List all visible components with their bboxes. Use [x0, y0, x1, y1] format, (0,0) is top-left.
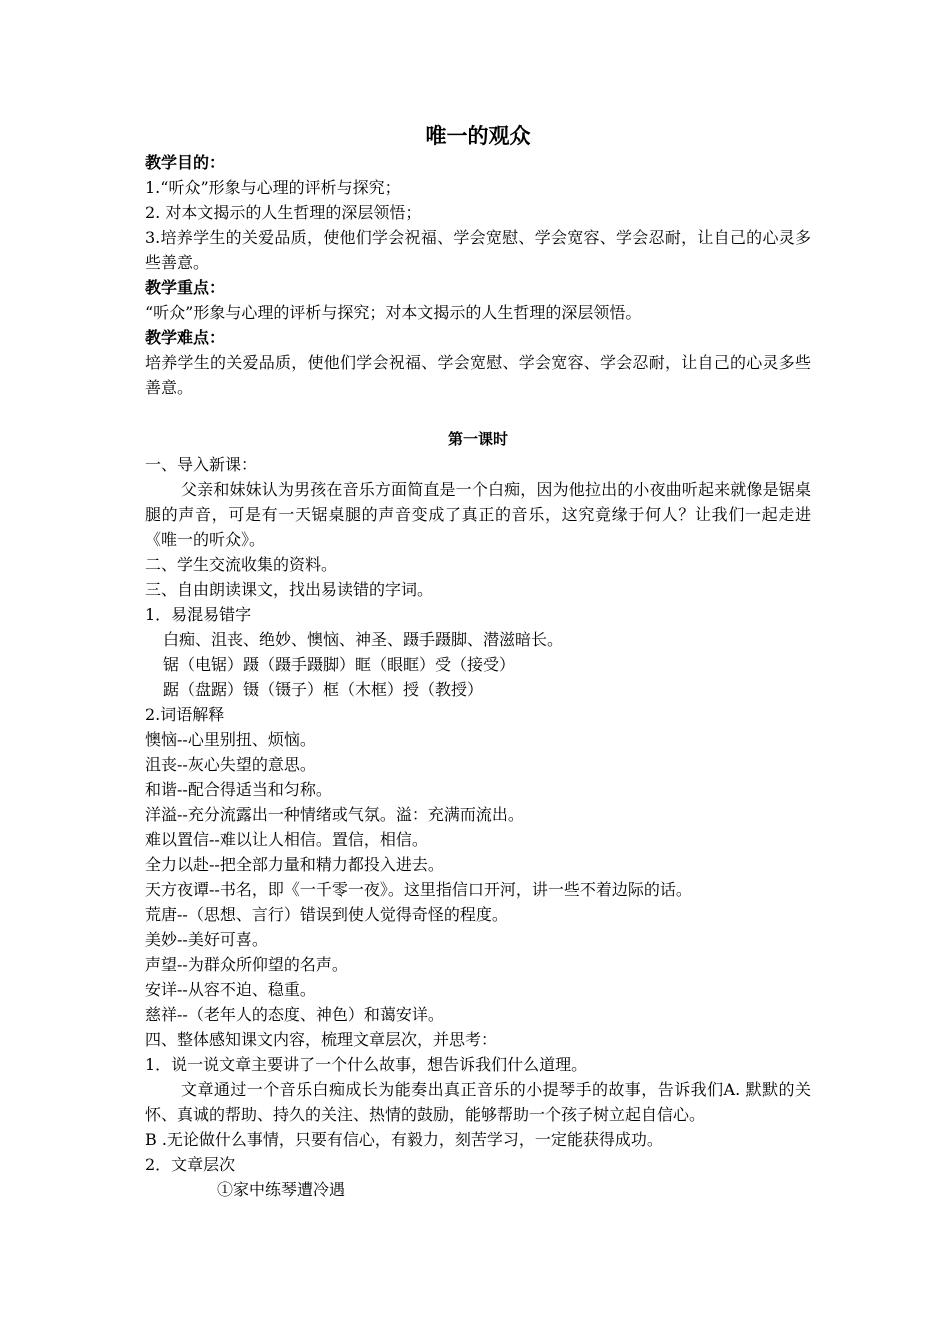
- section-title: 四、整体感知课文内容，梳理文章层次，并思考：: [145, 1030, 498, 1049]
- page-title: 唯一的观众: [425, 124, 531, 148]
- definition-item: 懊恼--心里别扭、烦恼。: [145, 730, 316, 749]
- lesson-heading: 第一课时: [447, 430, 508, 448]
- definition-item: 荒唐--（思想、言行）错误到使人觉得奇怪的程度。: [145, 905, 508, 924]
- definition-item: 洋溢--充分流露出一种情绪或气氛。溢：充满而流出。: [145, 805, 524, 824]
- definition-item: 慈祥--（老年人的态度、神色）和蔼安详。: [145, 1005, 444, 1024]
- confusing-words-line: 锯（电锯）蹑（蹑手蹑脚）眶（眼眶）受（接受）: [163, 655, 516, 674]
- goals-heading: 教学目的：: [145, 153, 226, 172]
- confusing-words-line: 白痴、沮丧、绝妙、懊恼、神圣、蹑手蹑脚、潜滋暗长。: [163, 630, 564, 649]
- structure-item: ①家中练琴遭冷遇: [217, 1180, 346, 1199]
- definition-item: 声望--为群众所仰望的名声。: [145, 955, 348, 974]
- confusing-words-line: 踞（盘踞）镊（镊子）框（木框）授（教授）: [163, 680, 484, 699]
- goal-item: 3.培养学生的关爱品质，使他们学会祝福、学会宽慰、学会宽容、学会忍耐，让自己的心灵多些善意。: [145, 228, 811, 272]
- goal-item: 2. 对本文揭示的人生哲理的深层领悟；: [145, 203, 422, 222]
- question-item: 1．说一说文章主要讲了一个什么故事，想告诉我们什么道理。: [145, 1055, 588, 1074]
- section-title: 一、导入新课：: [145, 455, 258, 474]
- difficulty-text: 培养学生的关爱品质，使他们学会祝福、学会宽慰、学会宽容、学会忍耐，让自己的心灵多些善意。: [145, 353, 811, 397]
- key-heading: 教学重点：: [145, 278, 226, 297]
- definition-item: 全力以赴--把全部力量和精力都投入进去。: [145, 855, 444, 874]
- key-text: “听众”形象与心理的评析与探究；对本文揭示的人生哲理的深层领悟。: [145, 303, 642, 322]
- definition-item: 美妙--美好可喜。: [145, 930, 268, 949]
- answer-paragraph: 文章通过一个音乐白痴成长为能奏出真正音乐的小提琴手的故事，告诉我们A. 默默的关怀、真诚的帮助、持久的关注、热情的鼓励，能够帮助一个孩子树立起自信心。: [145, 1080, 811, 1124]
- intro-paragraph: 父亲和妹妹认为男孩在音乐方面简直是一个白痴，因为他拉出的小夜曲听起来就像是锯桌腿的声音，可是有一天锯桌腿的声音变成了真正的音乐，这究竟缘于何人？让我们一起走进《唯一的听众》。: [145, 480, 811, 549]
- section-title: 二、学生交流收集的资料。: [145, 555, 338, 574]
- definition-item: 天方夜谭--书名，即《一千零一夜》。这里指信口开河，讲一些不着边际的话。: [145, 880, 692, 899]
- spacer: [145, 400, 811, 427]
- answer-paragraph: B .无论做什么事情，只要有信心，有毅力，刻苦学习，一定能获得成功。: [145, 1130, 663, 1149]
- definition-item: 和谐--配合得适当和匀称。: [145, 780, 332, 799]
- document-page: [145, 122, 811, 1202]
- section-title: 三、自由朗读课文，找出易读错的字词。: [145, 580, 434, 599]
- goal-item: 1.“听众”形象与心理的评析与探究；: [145, 178, 401, 197]
- subsection-title: 1．易混易错字: [145, 605, 252, 624]
- subsection-title: 2.词语解释: [145, 705, 225, 724]
- definition-item: 安详--从容不迫、稳重。: [145, 980, 316, 999]
- definition-item: 难以置信--难以让人相信。置信，相信。: [145, 830, 428, 849]
- question-item: 2．文章层次: [145, 1155, 236, 1174]
- definition-item: 沮丧--灰心失望的意思。: [145, 755, 316, 774]
- difficulty-heading: 教学难点：: [145, 328, 226, 347]
